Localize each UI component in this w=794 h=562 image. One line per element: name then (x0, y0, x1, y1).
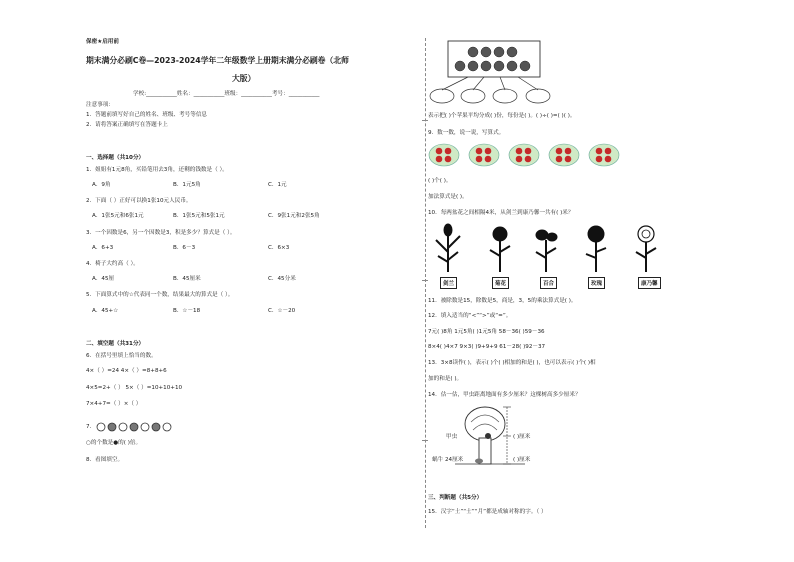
fruit-plates (428, 141, 628, 169)
option-b: B．6－3 (173, 245, 196, 251)
info-line: 学校:___________姓名：___________班级：___________考号：___________ (133, 91, 320, 97)
option-c: C．6×3 (268, 245, 290, 251)
white-circle (97, 423, 105, 431)
option-a: A．45+☆ (92, 308, 119, 314)
flower-label: 菊花 (492, 277, 509, 289)
question-12: 12．填入适当的“<”“>”或“=”。 (428, 313, 512, 319)
option-c: C．45分米 (268, 276, 296, 282)
page-title-cont: 大版） (232, 74, 256, 83)
flower-label: 剑兰 (440, 277, 457, 289)
gray-circle (152, 423, 160, 431)
option-b: B．1张5元和5张1元 (173, 213, 225, 219)
question-13-cont: 加的和是( )。 (428, 376, 463, 382)
option-a: A．45厘 (92, 276, 115, 282)
question-6: 6．在括号里填上恰当的数。 (86, 353, 157, 359)
question-14: 14．估一估，甲虫距离地面有多少厘米？这棵树高多少厘米？ (428, 392, 581, 398)
secret-label: 保密★启用前 (86, 39, 119, 45)
question-8-line: 表示把( )个苹果平均分成( )份，每份是( )。( )÷( )=( )( )。 (428, 113, 576, 119)
question-3: 3．一个因数是6，另一个因数是3，积是多少？算式是（ ）。 (86, 230, 236, 236)
question-7-line: ○的个数是●的( )倍。 (86, 440, 142, 446)
compare-row: 8×4( )4×7 9×3( )9+9+9 61－28( )92－37 (428, 344, 546, 350)
snail-icon (475, 459, 483, 464)
tree-height-label: ( )厘米 (513, 434, 531, 440)
fold-line (425, 38, 426, 528)
question-10: 10．每两盆花之间相隔4米，从剑兰到康乃馨一共有( )米？ (428, 210, 574, 216)
question-1: 1．姐姐有1元8角，买铅笔用去3角，还剩的钱数是（ ）。 (86, 167, 228, 173)
option-a: A．1张5元和6张1元 (92, 213, 144, 219)
option-b: B．☆－18 (173, 308, 201, 314)
fold-tick (422, 280, 428, 281)
apple-box (448, 41, 540, 77)
question-7: 7． (86, 424, 96, 430)
snail-label: 蜗牛 24厘米 (432, 457, 464, 463)
question-15: 15．汉字“土”“士”“月”都是成轴对称的字。（ ） (428, 509, 547, 515)
option-b: B．45厘米 (173, 276, 201, 282)
option-c: C．1元 (268, 182, 287, 188)
fill-row: 7×4+7=（ ）×（ ） (86, 401, 142, 407)
notice-heading: 注意事项： (86, 102, 114, 108)
flower-label: 百合 (540, 277, 557, 289)
question-5: 5．下面算式中的☆代表同一个数，结果最大的算式是（ ）。 (86, 292, 234, 298)
option-a: A．6+3 (92, 245, 114, 251)
gray-circle (130, 423, 138, 431)
beetle-icon (485, 433, 491, 439)
flower-label: 玫瑰 (588, 277, 605, 289)
question-2: 2．下面（ ）正好可以换1张10元人民币。 (86, 198, 192, 204)
circles-figure (96, 419, 176, 435)
fill-row: 4×5=2+（ ） 5×（ ）=10+10+10 (86, 385, 183, 391)
white-circle (141, 423, 149, 431)
question-4: 4．椅子大约高（ ）。 (86, 261, 139, 267)
option-a: A．9角 (92, 182, 111, 188)
question-8: 8．看图填空。 (86, 457, 124, 463)
section-heading: 三、判断题（共5分） (428, 495, 483, 501)
apple-tree-diagram (428, 38, 568, 108)
white-circle (163, 423, 171, 431)
white-circle (119, 423, 127, 431)
fold-tick (422, 120, 428, 121)
question-13: 13．3×8读作( )，表示( )个( )相加的和是( )，也可以表示( )个( )相 (428, 360, 596, 366)
question-9-add: 加法算式是( )。 (428, 194, 468, 200)
compare-row: 7元( )8角 1元5角( )1元5角 58－36( )59－36 (428, 329, 545, 335)
option-c: C．9张1元和2张5角 (268, 213, 320, 219)
page-title: 期末满分必刷C卷—2023-2024学年二年级数学上册期末满分必刷卷（北师 (86, 56, 349, 65)
tree-figure (455, 404, 545, 470)
notice-item: 2．请将答案正确填写在答题卡上 (86, 122, 168, 128)
section-heading: 二、填空题（共31分） (86, 341, 145, 347)
notice-item: 1．答题前填写好自己的姓名、班级、考号等信息 (86, 112, 208, 118)
option-b: B．1元5角 (173, 182, 201, 188)
question-11: 11．被除数是15，除数是5，商是，3，5的乘法算式是( )。 (428, 298, 577, 304)
beetle-height-label: ( )厘米 (513, 457, 531, 463)
question-9-line: ( )个( )。 (428, 178, 452, 184)
beetle-label: 甲虫 (446, 434, 458, 440)
question-9: 9．数一数，说一说，写算式。 (428, 130, 505, 136)
flower-label: 康乃馨 (638, 277, 661, 289)
gray-circle (108, 423, 116, 431)
fill-row: 4×（ ）=24 4×（ ）=8+8+6 (86, 368, 167, 374)
fold-tick (422, 440, 428, 441)
section-heading: 一、选择题（共10分） (86, 155, 145, 161)
flowers-figure (428, 222, 678, 274)
option-c: C．☆－20 (268, 308, 296, 314)
